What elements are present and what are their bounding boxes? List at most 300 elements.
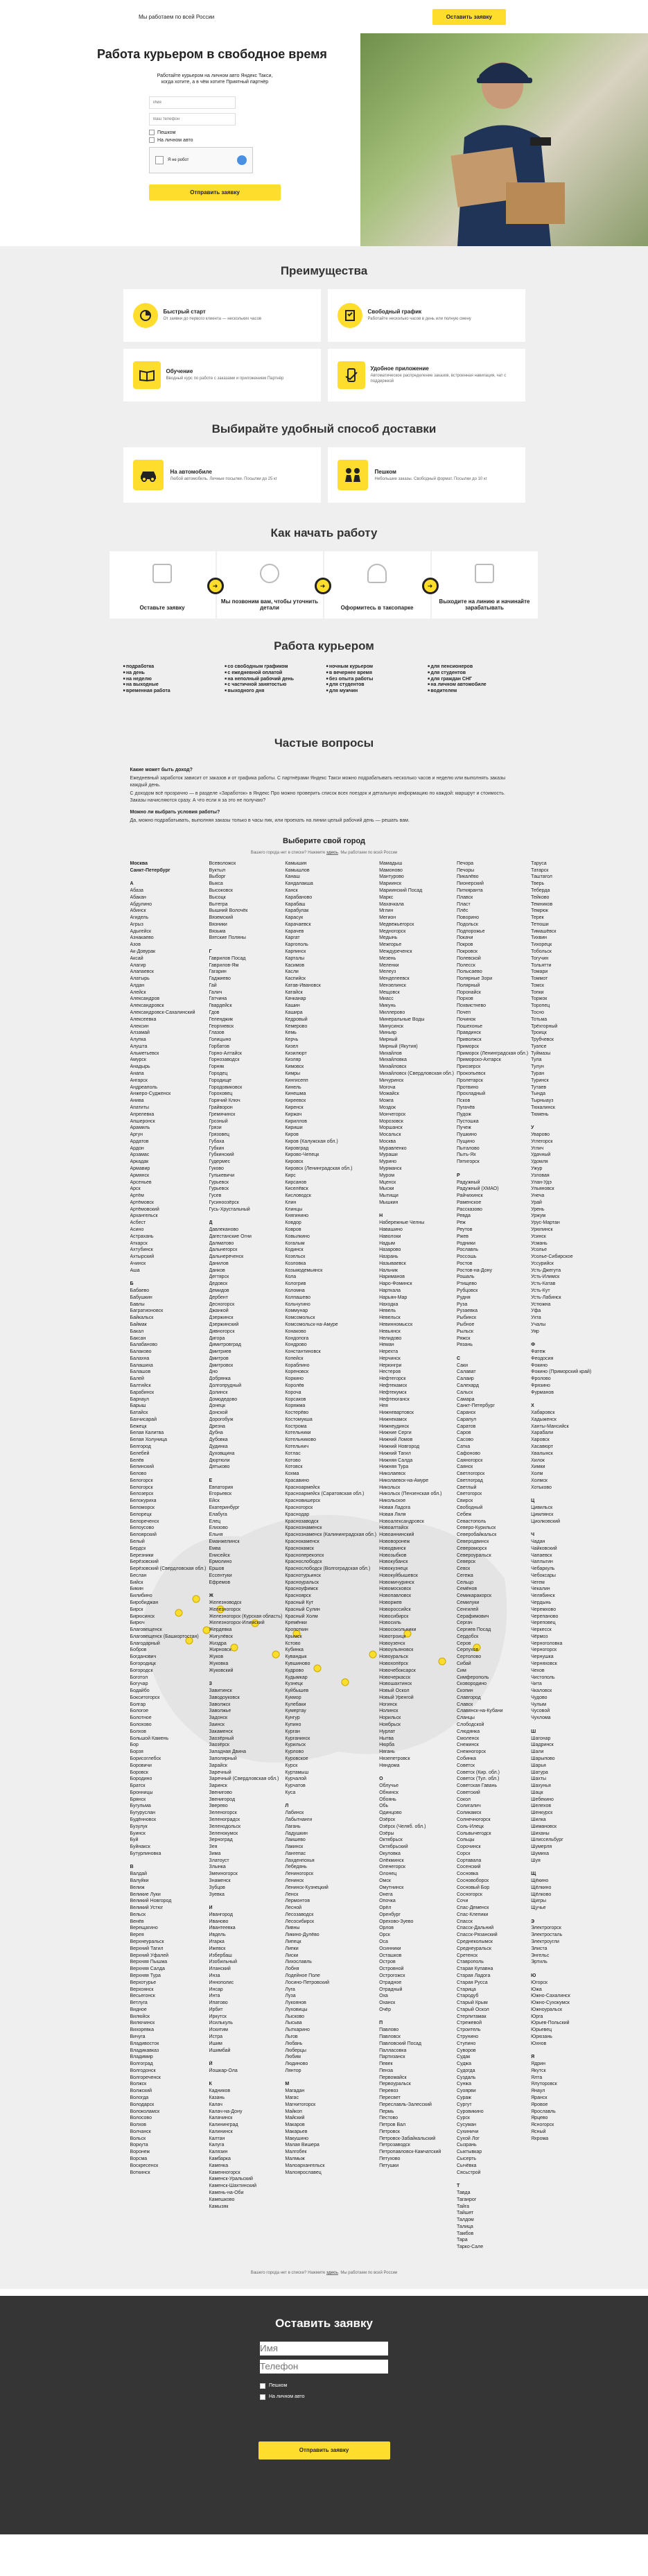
city-link[interactable]: Иннополис [209, 1980, 234, 1985]
city-link[interactable]: Лабытнанги [285, 1817, 313, 1822]
city-link[interactable]: Лыткарино [285, 2028, 310, 2033]
city-link[interactable]: Городище [209, 1078, 231, 1083]
city-link[interactable]: Ленинск [285, 1878, 304, 1883]
city-link[interactable]: Тихвин [531, 935, 547, 941]
city-link[interactable]: Фокино (Приморский край) [531, 1369, 592, 1375]
city-link[interactable]: Обоянь [379, 1797, 396, 1802]
city-link[interactable]: Дмитриев [209, 1349, 231, 1355]
city-link[interactable]: Северо-Курильск [457, 1525, 496, 1531]
city-link[interactable]: Кедровый [285, 1017, 308, 1022]
city-link[interactable]: Хотьково [531, 1485, 552, 1490]
city-link[interactable]: Мамоново [379, 867, 403, 873]
city-link[interactable]: Новомичуринск [379, 1580, 414, 1585]
city-link[interactable]: Домодедово [209, 1397, 238, 1402]
city-link[interactable]: Благодарный [130, 1641, 160, 1646]
city-link[interactable]: Советский [457, 1790, 480, 1795]
city-link[interactable]: Слюдянка [457, 1729, 480, 1734]
city-link[interactable]: Кингисепп [285, 1078, 308, 1083]
city-link[interactable]: Новый Уренгой [379, 1695, 414, 1700]
city-link[interactable]: Прохладный [457, 1091, 486, 1097]
city-link[interactable]: Орск [379, 1933, 390, 1938]
city-link[interactable]: Дальнегорск [209, 1247, 238, 1253]
city-link[interactable]: Талдом [457, 2218, 474, 2223]
city-link[interactable]: Оленегорск [379, 1865, 405, 1870]
city-link[interactable]: Ялта [531, 2075, 543, 2080]
city-link[interactable]: Можга [379, 1098, 394, 1104]
city-link[interactable]: Новокубанск [379, 1559, 408, 1565]
city-link[interactable]: Зуевка [209, 1892, 225, 1897]
city-link[interactable]: Колпашево [285, 1295, 310, 1300]
city-link[interactable]: Щучье [531, 1905, 546, 1911]
job-link[interactable]: ■ для пенсионеров [428, 664, 525, 671]
city-link[interactable]: Южно-Сахалинск [531, 1994, 570, 1999]
city-link[interactable]: Волгоград [130, 2061, 153, 2067]
city-link[interactable]: Аксай [130, 956, 143, 961]
city-link[interactable]: Ворсма [130, 2156, 148, 2162]
city-link[interactable]: Североуральск [457, 1553, 491, 1558]
city-link[interactable]: Верхотурье [130, 1980, 157, 1985]
city-link[interactable]: Химки [531, 1464, 545, 1470]
city-link[interactable]: Вуктыл [209, 867, 226, 873]
city-link[interactable]: Острогожск [379, 1973, 405, 1978]
city-link[interactable]: Красноуфимск [285, 1587, 318, 1592]
city-link[interactable]: Теберда [531, 888, 550, 893]
city-link[interactable]: Свободный [457, 1505, 483, 1511]
city-link[interactable]: Тула [531, 1057, 542, 1063]
city-link[interactable]: Горбатов [209, 1044, 229, 1049]
city-link[interactable]: Суоярви [457, 2089, 476, 2094]
city-link[interactable]: Касли [285, 969, 299, 975]
city-link[interactable]: Рубцовск [457, 1288, 478, 1294]
city-link[interactable]: Западная Двина [209, 1749, 247, 1755]
city-link[interactable]: Красавино [285, 1478, 309, 1483]
city-link[interactable]: Заинск [209, 1722, 225, 1728]
city-link[interactable]: Зима [209, 1851, 221, 1856]
city-link[interactable]: Дятьково [209, 1464, 230, 1470]
city-link[interactable]: Бавлы [130, 1302, 145, 1307]
city-link[interactable]: Енисейск [209, 1553, 230, 1558]
city-link[interactable]: Кулебаки [285, 1702, 306, 1707]
city-link[interactable]: Сосновый Бор [457, 1885, 490, 1890]
city-link[interactable]: Беломорск [130, 1505, 155, 1511]
city-link[interactable]: Тюкалинск [531, 1105, 555, 1110]
city-link[interactable]: Фатеж [531, 1349, 545, 1355]
city-link[interactable]: Усть-Джегута [531, 1268, 561, 1273]
city-link[interactable]: Покров [457, 942, 473, 948]
city-link[interactable]: Голицыно [209, 1037, 231, 1043]
city-link[interactable]: Оха [379, 1994, 388, 1999]
city-link[interactable]: Феодосия [531, 1356, 554, 1361]
city-link[interactable]: Лебедянь [285, 1865, 307, 1870]
city-link[interactable]: Елизово [209, 1525, 228, 1531]
city-link[interactable]: Снежногорск [457, 1749, 486, 1755]
city-link[interactable]: Красноперекопск [285, 1553, 324, 1558]
city-link[interactable]: Тамбов [457, 2231, 474, 2236]
city-link[interactable]: Верхняя Салда [130, 1966, 165, 1972]
city-link[interactable]: Демидов [209, 1288, 229, 1294]
city-link[interactable]: Приморск [457, 1044, 479, 1049]
city-link[interactable]: Ясный [531, 2129, 546, 2134]
city-link[interactable]: Саранск [457, 1410, 476, 1416]
city-link[interactable]: Малая Вишера [285, 2143, 319, 2148]
city-link[interactable]: Кирсанов [285, 1179, 307, 1185]
city-link[interactable]: Анадырь [130, 1064, 150, 1070]
city-link[interactable]: Духовщина [209, 1451, 235, 1456]
city-link[interactable]: Шатура [531, 1770, 548, 1775]
city-link[interactable]: Дубовка [209, 1437, 228, 1443]
city-link[interactable]: Бодайбо [130, 1688, 150, 1694]
city-link[interactable]: Алушта [130, 1044, 148, 1049]
city-link[interactable]: Мариинск [379, 881, 402, 887]
city-link[interactable]: Липецк [285, 1939, 301, 1945]
city-link[interactable]: Канаш [285, 874, 300, 880]
city-link[interactable]: Вязьма [209, 928, 226, 934]
city-link[interactable]: Солигалич [457, 1804, 481, 1809]
job-link[interactable]: ■ на личном автомобиле [428, 682, 525, 689]
city-link[interactable]: Вельск [130, 1912, 146, 1917]
city-link[interactable]: Елабуга [209, 1512, 227, 1517]
city-link[interactable]: Щёлкино [531, 1885, 552, 1890]
city-link[interactable]: Терек [531, 915, 544, 921]
city-link[interactable]: Нефтекамск [379, 1383, 408, 1388]
city-link[interactable]: Михайловка [379, 1057, 407, 1063]
city-link[interactable]: Лениногорск [285, 1872, 314, 1877]
city-link[interactable]: Комсомольск [285, 1315, 315, 1321]
city-link[interactable]: Усть-Кут [531, 1288, 550, 1294]
city-link[interactable]: Яровое [531, 2102, 548, 2107]
city-link[interactable]: Кувшиново [285, 1661, 310, 1666]
city-link[interactable]: Ярцево [531, 2116, 548, 2121]
city-link[interactable]: Волчанск [130, 2129, 151, 2134]
city-link[interactable]: Северодвинск [457, 1539, 489, 1544]
city-link[interactable]: Белгород [130, 1444, 151, 1449]
city-link[interactable]: Кадников [209, 2089, 231, 2094]
city-link[interactable]: Талица [457, 2224, 473, 2229]
city-link[interactable]: Новокузнецк [379, 1566, 408, 1572]
city-link[interactable]: Собинка [457, 1756, 476, 1761]
city-link[interactable]: Одинцово [379, 1810, 402, 1816]
city-link[interactable]: Мариинский Посад [379, 888, 423, 893]
city-link[interactable]: Балтийск [130, 1383, 151, 1388]
city-link[interactable]: Спасск [457, 1919, 473, 1924]
city-link[interactable]: Старый Крым [457, 2000, 488, 2006]
city-link[interactable]: Сурск [457, 2116, 470, 2121]
city-link[interactable]: Петухово [379, 2156, 401, 2162]
city-link[interactable]: Константиновск [285, 1349, 321, 1355]
city-link[interactable]: Фролово [531, 1376, 551, 1382]
city-link[interactable]: Озёрск [379, 1817, 396, 1822]
city-link[interactable]: Тверь [531, 881, 545, 887]
city-link[interactable]: Белинский [130, 1464, 154, 1470]
city-link[interactable]: Фрязино [531, 1383, 550, 1388]
city-link[interactable]: Удачный [531, 1152, 551, 1158]
city-link[interactable]: Черняховск [531, 1661, 557, 1666]
city-link[interactable]: Вилюйск [130, 2014, 150, 2019]
city-link[interactable]: Козьмодемьянск [285, 1268, 323, 1273]
city-link[interactable]: Печоры [457, 867, 475, 873]
city-link[interactable]: Уфа [531, 1308, 541, 1314]
city-link[interactable]: Суздаль [457, 2075, 476, 2080]
city-link[interactable]: Ногинск [379, 1702, 397, 1707]
city-link[interactable]: Асино [130, 1227, 144, 1232]
city-link[interactable]: Наро-Фоминск [379, 1281, 412, 1287]
city-link[interactable]: Губкинский [209, 1152, 234, 1158]
city-link[interactable]: Кодинск [285, 1247, 304, 1253]
city-link[interactable]: Гаврилов Посад [209, 956, 246, 961]
city-link[interactable]: Трёхгорный [531, 1023, 558, 1029]
city-link[interactable]: Касимов [285, 962, 305, 968]
city-link[interactable]: Мосальск [379, 1132, 401, 1138]
city-link[interactable]: Темников [531, 901, 553, 907]
order-walk-checkbox[interactable] [260, 2383, 388, 2389]
city-link[interactable]: Весьегонск [130, 1994, 155, 1999]
city-link[interactable]: Советская Гавань [457, 1783, 498, 1789]
city-link[interactable]: Дно [209, 1369, 218, 1375]
city-link[interactable]: Белый [130, 1539, 145, 1544]
city-link[interactable]: Черноголовка [531, 1641, 563, 1646]
city-link[interactable]: Миллерово [379, 1010, 405, 1015]
city-link[interactable]: Змеиногорск [209, 1872, 238, 1877]
city-link[interactable]: Новоузенск [379, 1641, 405, 1646]
city-link[interactable]: Юрга [531, 2014, 543, 2019]
city-link[interactable]: Волоколамск [130, 2109, 160, 2114]
city-link[interactable]: Железноводск [209, 1600, 242, 1605]
city-link[interactable]: Коломна [285, 1288, 305, 1294]
city-link[interactable]: Азов [130, 942, 141, 948]
city-link[interactable]: Валдай [130, 1872, 148, 1877]
city-link[interactable]: Калач [209, 2102, 222, 2107]
city-link[interactable]: Мелеуз [379, 969, 396, 975]
city-link[interactable]: Лесосибирск [285, 1919, 315, 1924]
city-link[interactable]: Александров [130, 996, 160, 1002]
city-link[interactable]: Раменское [457, 1200, 482, 1205]
city-link[interactable]: Вышний Волочёк [209, 908, 248, 914]
job-link[interactable]: ■ временная работа [123, 689, 221, 695]
city-link[interactable]: Орёл [379, 1905, 392, 1911]
city-link[interactable]: Джанкой [209, 1308, 229, 1314]
city-link[interactable]: Стрежевой [457, 2021, 482, 2026]
city-link[interactable]: Ревда [457, 1213, 471, 1219]
city-link[interactable]: Кологрив [285, 1281, 306, 1287]
city-link[interactable]: Сухиничи [457, 2129, 479, 2134]
city-link[interactable]: Ртищево [457, 1281, 477, 1287]
city-link[interactable]: Карасук [285, 915, 304, 921]
city-link[interactable]: Боровичи [130, 1763, 152, 1768]
city-link[interactable]: Черемхово [531, 1607, 557, 1612]
job-link[interactable]: ■ для граждан СНГ [428, 677, 525, 683]
city-link[interactable]: Саки [457, 1363, 468, 1368]
city-link[interactable]: Красноуральск [285, 1580, 319, 1585]
city-link[interactable]: Зеленоградск [209, 1817, 240, 1822]
city-link[interactable]: Гудермес [209, 1159, 231, 1165]
checkbox-box[interactable] [149, 137, 155, 143]
city-link[interactable]: Бердск [130, 1546, 146, 1551]
city-link[interactable]: Южа [531, 1987, 542, 1992]
city-link[interactable]: Кисловодск [285, 1193, 311, 1199]
city-link[interactable]: Дорогобуж [209, 1417, 234, 1422]
city-link[interactable]: Набережные Челны [379, 1220, 425, 1226]
city-link[interactable]: Опочка [379, 1899, 396, 1904]
city-link[interactable]: Шарья [531, 1763, 546, 1768]
city-link[interactable]: Бийск [130, 1580, 143, 1585]
city-link[interactable]: Устюжна [531, 1302, 551, 1307]
city-link[interactable]: Гурьевск [209, 1179, 229, 1185]
city-link[interactable]: Алагир [130, 962, 146, 968]
city-link[interactable]: Верещагино [130, 1926, 158, 1931]
city-link[interactable]: Ростов-на-Дону [457, 1268, 492, 1273]
city-link[interactable]: Новодвинск [379, 1546, 406, 1551]
city-link[interactable]: Ахтубинск [130, 1247, 153, 1253]
city-link[interactable]: Сосновка [457, 1872, 479, 1877]
city-link[interactable]: Норильск [379, 1715, 401, 1721]
city-link[interactable]: Починок [457, 1017, 476, 1022]
city-link[interactable]: Данков [209, 1268, 225, 1273]
city-link[interactable]: Волхов [130, 2123, 147, 2128]
city-link[interactable]: Белоярский [130, 1532, 157, 1538]
city-link[interactable]: Макарьев [285, 2129, 308, 2134]
city-link[interactable]: Рославль [457, 1247, 479, 1253]
city-link[interactable]: Клинцы [285, 1207, 303, 1212]
city-link[interactable]: Обь [379, 1804, 389, 1809]
city-link[interactable]: Новомосковск [379, 1587, 412, 1592]
city-link[interactable]: Рассказово [457, 1207, 482, 1212]
city-link[interactable]: Апрелевка [130, 1112, 155, 1117]
city-link[interactable]: Болотное [130, 1715, 152, 1721]
city-link[interactable]: Моздок [379, 1105, 396, 1110]
city-link[interactable]: Улан-Удэ [531, 1179, 552, 1185]
cities-note-link[interactable]: здесь [326, 2270, 338, 2275]
city-link[interactable]: Краснотурьинск [285, 1573, 321, 1578]
job-link[interactable]: ■ для студентов [428, 671, 525, 677]
city-link[interactable]: Сызрань [457, 2143, 477, 2148]
city-link[interactable]: Сергиев Посад [457, 1627, 491, 1633]
city-link[interactable]: Окуловка [379, 1851, 401, 1856]
city-link[interactable]: Фокино [531, 1363, 548, 1368]
city-link[interactable]: Нелидово [379, 1335, 402, 1341]
city-link[interactable]: Воркута [130, 2143, 148, 2148]
city-link[interactable]: Тимашёвск [531, 928, 557, 934]
city-link[interactable]: Новоржев [379, 1600, 402, 1605]
city-link[interactable]: Шахты [531, 1777, 547, 1782]
city-link[interactable]: Билибино [130, 1593, 152, 1599]
city-link[interactable]: Ликино-Дулёво [285, 1933, 319, 1938]
city-link[interactable]: Новоаннинский [379, 1532, 414, 1538]
city-link[interactable]: Ливны [285, 1926, 300, 1931]
city-link[interactable]: Избербаш [209, 1953, 232, 1958]
city-link[interactable]: Кола [285, 1274, 297, 1280]
city-link[interactable]: Дрезна [209, 1424, 225, 1429]
city-link[interactable]: Горнозаводск [209, 1057, 240, 1063]
city-link[interactable]: Мурманск [379, 1166, 402, 1171]
city-link[interactable]: Юхнов [531, 2041, 547, 2046]
city-link[interactable]: Бирюсинск [130, 1614, 155, 1619]
city-link[interactable]: Валуйки [130, 1878, 149, 1883]
job-link[interactable]: ■ со свободным графиком [225, 664, 322, 671]
city-link[interactable]: Смоленск [457, 1736, 480, 1741]
city-link[interactable]: Михайловск [379, 1064, 407, 1070]
city-link[interactable]: Кинешма [285, 1091, 306, 1097]
city-link[interactable]: Катайск [285, 989, 303, 995]
city-link[interactable]: Ужур [531, 1166, 543, 1171]
city-link[interactable]: Калининск [209, 2129, 233, 2134]
city-link[interactable]: Тайшет [457, 2211, 474, 2216]
city-link[interactable]: Новоалександровск [379, 1519, 424, 1524]
city-link[interactable]: Россошь [457, 1254, 477, 1260]
city-link[interactable]: Первоуральск [379, 2082, 411, 2087]
city-link[interactable]: Арсеньев [130, 1179, 152, 1185]
city-link[interactable]: Буйнакск [130, 1844, 150, 1850]
city-link[interactable]: Вологда [130, 2095, 149, 2100]
city-link[interactable]: Усолье-Сибирское [531, 1254, 573, 1260]
city-link[interactable]: Бежецк [130, 1424, 147, 1429]
city-link[interactable]: Карачев [285, 928, 304, 934]
city-link[interactable]: Славгород [457, 1695, 481, 1700]
city-link[interactable]: Серафимович [457, 1614, 489, 1619]
city-link[interactable]: Кузнецк [285, 1682, 303, 1687]
city-link[interactable]: Светогорск [457, 1492, 482, 1497]
city-link[interactable]: Туапсе [531, 1044, 547, 1049]
city-link[interactable]: Бабушкин [130, 1295, 152, 1300]
city-link[interactable]: Геленджик [209, 1017, 234, 1022]
city-link[interactable]: Пенза [379, 2068, 393, 2073]
city-link[interactable]: Нерчинск [379, 1356, 401, 1361]
job-link[interactable]: ■ на день [123, 671, 221, 677]
city-link[interactable]: Карабулак [285, 908, 309, 914]
city-link[interactable]: Прокопьевск [457, 1071, 486, 1077]
city-link[interactable]: Перевоз [379, 2089, 399, 2094]
city-link[interactable]: Малоархангельск [285, 2163, 325, 2168]
city-link[interactable]: Кемерово [285, 1023, 308, 1029]
city-link[interactable]: Петровск [379, 2129, 400, 2134]
city-link[interactable]: Сургут [457, 2102, 472, 2107]
city-link[interactable]: Нижнекамск [379, 1417, 407, 1422]
city-link[interactable]: Саянск [457, 1464, 473, 1470]
city-link[interactable]: Котлас [285, 1451, 301, 1456]
city-link[interactable]: Няндома [379, 1763, 400, 1768]
city-link[interactable]: Дегтярск [209, 1274, 229, 1280]
city-link[interactable]: Козельск [285, 1254, 306, 1260]
city-link[interactable]: Вихоревка [130, 2028, 155, 2033]
city-link[interactable]: Майский [285, 2116, 305, 2121]
city-link[interactable]: Балаково [130, 1349, 152, 1355]
city-link[interactable]: Истра [209, 2034, 223, 2039]
city-link[interactable]: Мичуринск [379, 1078, 404, 1083]
city-link[interactable]: Шагонар [531, 1736, 551, 1741]
hero-walk-checkbox[interactable] [149, 130, 360, 135]
city-link[interactable]: Агрыз [130, 922, 143, 927]
city-link[interactable]: Лянтор [285, 2068, 301, 2073]
city-link[interactable]: Кохма [285, 1471, 299, 1477]
city-link[interactable]: Комсомольск-на-Амуре [285, 1322, 338, 1327]
city-link[interactable]: Княгинино [285, 1213, 309, 1219]
city-link[interactable]: Нея [379, 1403, 388, 1409]
city-link[interactable]: Дагестанские Огни [209, 1234, 252, 1239]
city-link[interactable]: Каменск-Шахтинский [209, 2184, 257, 2189]
city-link[interactable]: Исилькуль [209, 2021, 233, 2026]
city-link[interactable]: Гай [209, 983, 217, 988]
city-link[interactable]: Михайлов [379, 1051, 402, 1056]
city-link[interactable]: Плавск [457, 894, 473, 900]
city-link[interactable]: Краснослободск (Волгоградская обл.) [285, 1566, 371, 1572]
city-link[interactable]: Кемь [285, 1030, 297, 1036]
city-link[interactable]: Ишимбай [209, 2048, 231, 2053]
city-link[interactable]: Ижевск [209, 1946, 226, 1951]
city-link[interactable]: Кимры [285, 1071, 301, 1077]
city-link[interactable]: Баксан [130, 1335, 146, 1341]
city-link[interactable]: Чадан [531, 1539, 545, 1544]
city-link[interactable]: Мирный (Якутия) [379, 1044, 418, 1049]
city-link[interactable]: Егорьевск [209, 1492, 232, 1497]
